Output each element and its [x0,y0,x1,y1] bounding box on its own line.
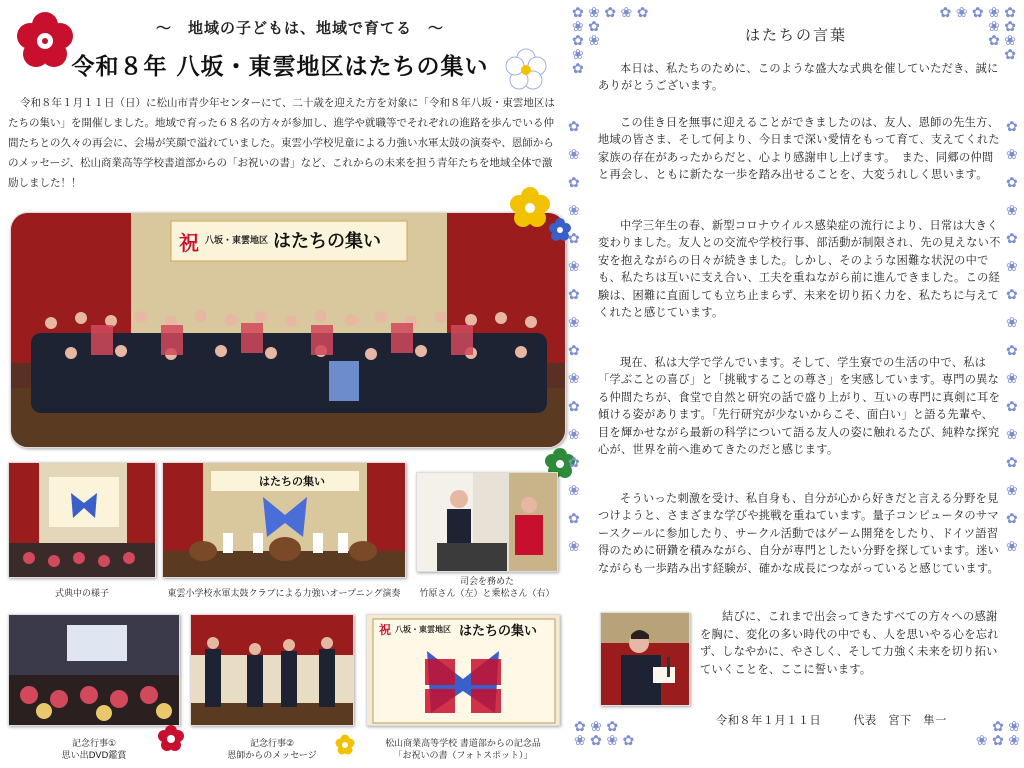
flower-border-top-right: ✿ ❀ ✿ ❀ ✿ ❀ ✿ ✿ ❀ ✿ [939,5,1016,63]
drums-photo [162,462,406,578]
message-paragraph-5: そういった刺激を受け、私自身も、自分が心から好きだと言える分野を見つけようと、さまざまな学びや挑戦を重ねています。量子コンピュータのサマースクールに参加したり、サークル活動ではゲーム開発をしたり、ドイツ語習得のために研鑽を積みながら、自分が専門としたい分野を探しています。迷いながらも一歩踏み出す経験が、確かな成長につながっていると感じています。 [598,492,1000,575]
message-title: はたちの言葉 [744,26,847,44]
intro-paragraph: 令和８年１月１１日（日）に松山市青少年センターにて、二十歳を迎えた方を対象に「令和８年八坂・東雲地区はたちの集い」を開催しました。地域で育った６８名の方々が参加し、進学や就職等でそれぞれの進路を歩んでいる仲間たちとの久々の再会に、会場が笑顔で溢れていました。東雲小学校児童による力強い水軍太鼓の演奏や、恩師からのメッセージ、松山商業高等学校書道部からの「お祝いの書」など、これからの未来を担う青年たちを地域全体で激励しました！！ [8,97,555,189]
drums-banner-text: はたちの集い [259,475,325,488]
message-paragraph-2: この佳き日を無事に迎えることができましたのは、友人、恩師の先生方、地域の皆さま、そして何より、今日まで深い愛情をもって育て、支えてくれた家族の存在があったからだと、心より感謝申し上げます。 また、同郷の仲間と再会し、ともに新たな一歩を踏み出せることを、大変うれしく思います。 [598,116,1000,182]
calligraphy-photo [366,614,560,726]
message-photo [190,614,354,726]
caption-drums: 東雲小学校水軍太鼓クラブによる力強いオープニング演奏 [167,589,401,599]
yellow-flower-icon [508,186,552,230]
right-page [566,0,1024,768]
banner-text: はたちの集い [273,231,381,252]
caption-event1 [8,738,180,762]
closing-paragraph: 結びに、これまで出会ってきたすべての方々への感謝を胸に、変化の多い時代の中でも、人を思いやる心を忘れず、しなやかに、やさしく、そして力強く未来を切り拓いていくことを、ここに誓います。 [700,610,999,676]
banner-small-text: 八坂・東雲地区 [205,236,269,246]
caption-ceremony: 式典中の様子 [54,589,109,599]
caption-event2-line1: 記念行事② [249,739,295,749]
flower-border-bottom-left: ✿ ❀ ✿ ❀ ✿ ❀ ✿ [574,719,635,749]
calligraphy-banner-text: はたちの集い [459,624,538,639]
caption-event2-line2: 恩師からのメッセージ [227,751,317,761]
hosts-photo [416,472,558,572]
flower-border-bottom-right: ✿ ❀ ❀ ✿ ❀ [975,719,1020,749]
flower-border-left: ✿ ❀ ✿ ❀ ✿ ❀ ✿ ❀ ✿ ❀ ✿ ❀ ✿ ❀ ✿ ❀ [568,119,580,555]
message-paragraph-3: 中学三年生の春、新型コロナウイルス感染症の流行により、日常は大きく変わりました。友人との交流や学校行事、部活動が制限され、先の見えない不安を抱えながらの日々が続きました。しかし、そのような困難な状況の中でも、私たちは互いに支え合い、工夫を重ねながら前に進んできました。この経験は、困難に直面しても立ち止まらず、未来を切り拓く力を、私たちに与えてくれたと感じています。 [598,219,1001,320]
caption-calligraphy-line2: 「お祝いの書（フォトスポット）」 [393,751,533,761]
caption-calligraphy [360,738,566,762]
page-title: 令和８年 八坂・東雲地区はたちの集い [71,54,489,80]
speaker-photo [600,612,690,706]
ceremony-photo [8,462,156,578]
caption-event1-line1: 記念行事① [71,739,117,749]
flower-border-top-left: ✿ ❀ ✿ ❀ ✿ ❀ ✿ ✿ ❀ ❀ ✿ [572,5,649,77]
caption-event1-line2: 思い出DVD鑑賞 [61,751,127,761]
calligraphy-banner-kanji: 祝 [379,623,392,637]
group-photo [10,212,566,448]
signature-name: 代表 宮下 隼一 [853,714,947,727]
message-paragraph-4: 現在、私は大学で学んでいます。そして、学生寮での生活の中で、私は「学ぶことの喜び」と「挑戦することの尊さ」を実感しています。専門の異なる仲間たちが、食堂で自然と研究の話で盛り上がり、互いの専門に真剣に耳を傾ける姿があります。「先行研究が少ないからこそ、面白い」と語る先輩や、目を輝かせながら最新の科学について語る友人の姿に触れるたび、純粋な探究心が、世界を前へ進めてきたのだと感じます。 [598,356,1001,457]
caption-hosts [410,576,564,600]
red-flower-small-icon [156,724,186,754]
yellow-flower-small-icon [334,734,356,756]
flower-border-right: ✿ ❀ ✿ ❀ ✿ ❀ ✿ ❀ ✿ ❀ ✿ ❀ ✿ ❀ ✿ ❀ [1006,119,1018,555]
subtitle: ～ 地域の子どもは、地域で育てる ～ [155,19,444,37]
caption-hosts-line1: 司会を務めた [459,577,514,587]
calligraphy-banner-small: 八坂・東雲地区 [395,625,451,634]
signature-line [716,712,1006,728]
signature-date: 令和８年１月１１日 [716,714,822,727]
caption-calligraphy-line1: 松山商業高等学校 書道部からの記念品 [385,739,541,749]
caption-event2 [190,738,354,762]
dvd-photo [8,614,180,726]
banner-kanji: 祝 [179,231,199,255]
message-paragraph-1: 本日は、私たちのために、このような盛大な式典を催していただき、誠にありがとうございます。 [598,62,999,93]
caption-hosts-line2: 竹原さん（左）と乗松さん（右） [419,589,555,599]
